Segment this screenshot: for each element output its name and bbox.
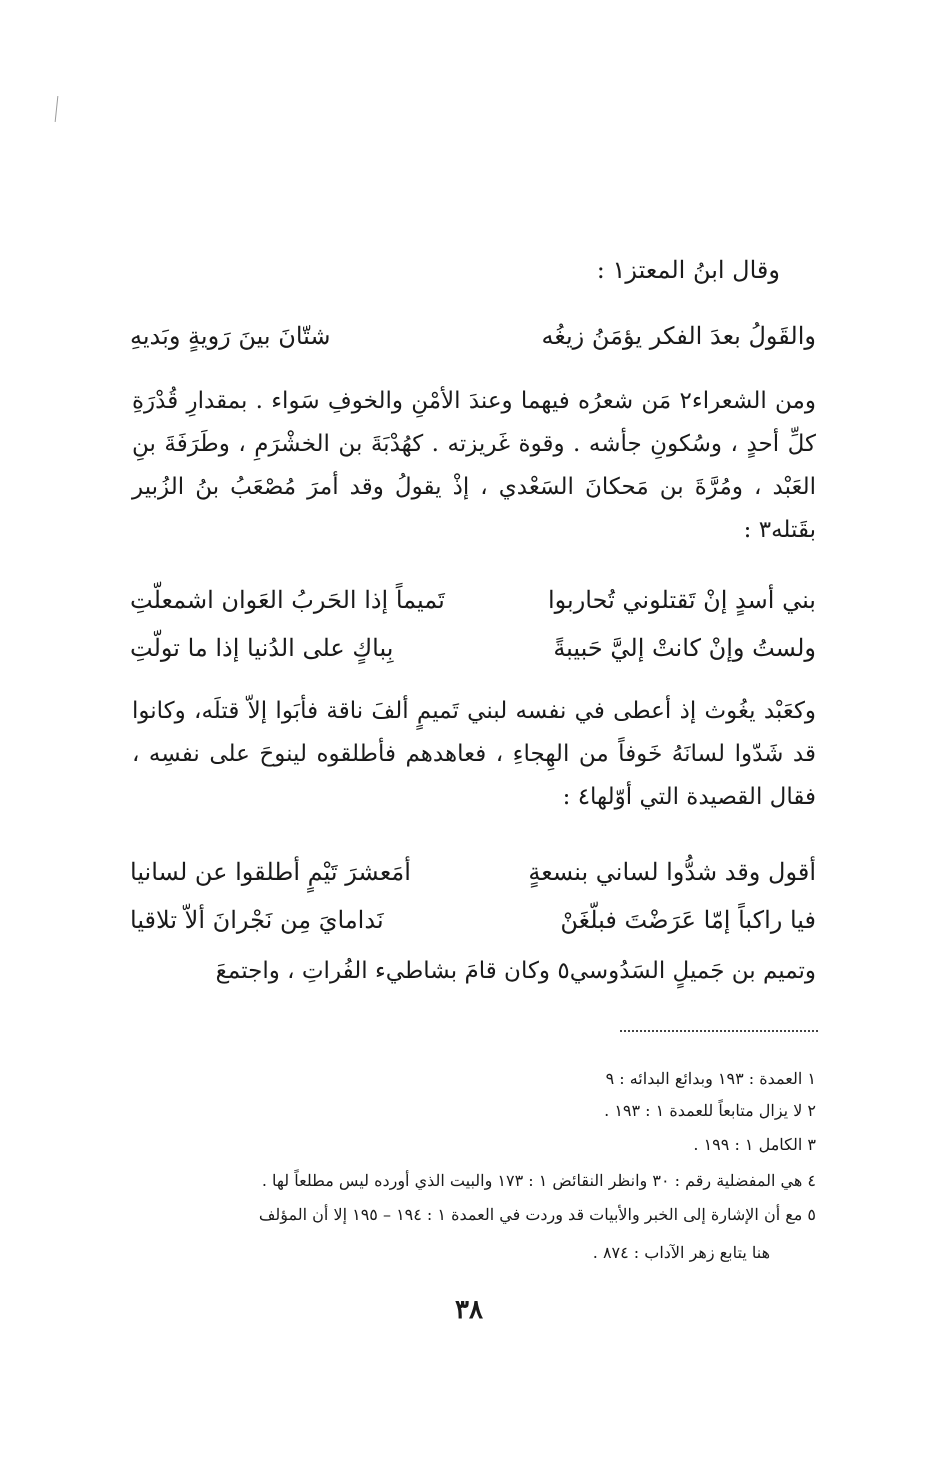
verse-first-hemistich: فيا راكباً إمّا عَرَضْتَ فبلّغَنْ xyxy=(560,906,816,934)
verse-first-hemistich: بني أسدٍ إنْ تَقتلوني تُحاربوا xyxy=(547,586,816,614)
footnote-3: ٣ الكامل ١ : ١٩٩ . xyxy=(693,1135,816,1154)
verse-first-hemistich: ولستُ وإنْ كانتْ إليَّ حَبيبةً xyxy=(553,634,816,662)
page-number: ٣٨ xyxy=(455,1295,483,1325)
verse-second-hemistich: تَميماً إذا الحَربُ العَوان اشمعلّتِ xyxy=(130,586,445,614)
verse-first-hemistich: والقَولُ بعدَ الفكر يؤمَنُ زيغُه xyxy=(541,322,816,350)
footnote-5-continued: هنا يتابع زهر الآداب : ٨٧٤ . xyxy=(592,1243,770,1262)
verse-couplet xyxy=(130,580,816,620)
intro-line: وقال ابنُ المعتز١ : xyxy=(596,256,780,284)
paragraph-text: وتميم بن جَميلٍ السَدُوسي٥ وكان قامَ بشاطيء الفُراتِ ، واجتمعَ xyxy=(215,958,816,984)
margin-mark xyxy=(55,96,59,122)
verse-second-hemistich: بِباكٍ على الدُنيا إذا ما تولّتِ xyxy=(130,634,394,662)
footnote-separator xyxy=(620,1030,818,1032)
verse-second-hemistich: أمَعشرَ تَيْمٍ أطلقوا عن لسانيا xyxy=(130,858,411,886)
paragraph xyxy=(132,380,816,552)
verse-second-hemistich: نَدامايَ مِن نَجْرانَ ألاّ تلاقيا xyxy=(130,906,384,934)
verse-first-hemistich: أقول وقد شدُّوا لساني بنسعةٍ xyxy=(528,858,816,886)
verse-couplet xyxy=(130,852,816,892)
paragraph xyxy=(132,950,816,993)
paragraph xyxy=(132,690,816,819)
verse-couplet xyxy=(130,900,816,940)
verse-couplet xyxy=(130,628,816,668)
footnote-1: ١ العمدة : ١٩٣ وبدائع البدائه : ٩ xyxy=(605,1069,816,1088)
paragraph-text: وكعَبْد يغُوث إذ أعطى في نفسه لبني تَميمٍ ألفَ ناقة فأبَوا إلاّ قتلَه، وكانوا قد شَدّوا لسانَهُ خَوفاً من الهِجاءِ ، فعاهدهم فأطلقوه لينوحَ على نفسِه ، فقال القصيدة التي أوّلها٤ : xyxy=(132,698,816,810)
paragraph-text: ومن الشعراء٢ مَن شعرُه فيهما وعندَ الأمْنِ والخوفِ سَواء . بمقدارِ قُدْرَةِ كلِّ أحدٍ ، وسُكونِ جأشه . وقوة غَريزته . كهُدْبَةَ بن الخشْرَمِ ، وطَرَفَةَ بنِ العَبْد ، ومُرَّةَ بن مَحكانَ السَعْدي ، إذْ يقولُ وقد أمرَ مُصْعَبُ بنُ الزُبير بقَتله٣ : xyxy=(132,388,816,543)
footnote-4: ٤ هي المفضلية رقم : ٣٠ وانظر النقائض ١ : ١٧٣ والبيت الذي أورده ليس مطلعاً لها . xyxy=(261,1171,816,1190)
verse-couplet xyxy=(130,316,816,356)
footnote-5: ٥ مع أن الإشارة إلى الخبر والأبيات قد وردت في العمدة ١ : ١٩٤ – ١٩٥ إلا أن المؤلف xyxy=(258,1205,816,1224)
verse-second-hemistich: شتّانَ بينَ رَويةٍ وبَديهِ xyxy=(130,322,331,350)
footnote-2: ٢ لا يزال متابعاً للعمدة ١ : ١٩٣ . xyxy=(604,1101,816,1120)
